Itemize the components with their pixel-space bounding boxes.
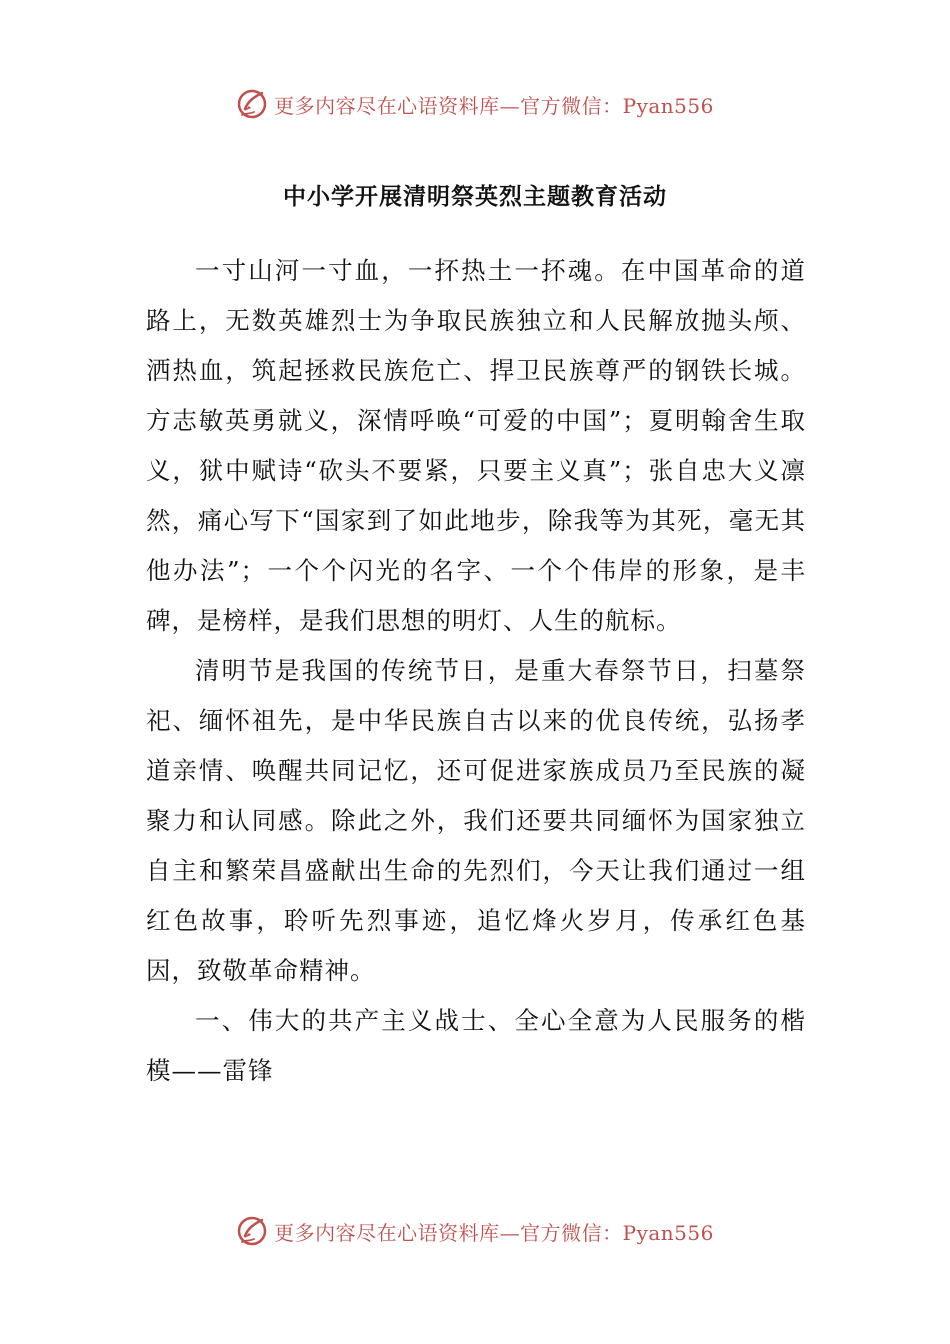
paragraph-intro: 一寸山河一寸血，一抔热土一抔魂。在中国革命的道路上，无数英雄烈士为争取民族独立和人民解放抛头颅、洒热血，筑起拯救民族危亡、捍卫民族尊严的钢铁长城。方志敏英勇就义，深情呼唤“可爱的中国”；夏明翰舍生取义，狱中赋诗“砍头不要紧，只要主义真”；张自忠大义凛然，痛心写下“国家到了如此地步，除我等为其死，毫无其他办法”；一个个闪光的名字、一个个伟岸的形象，是丰碑，是榜样，是我们思想的明灯、人生的航标。 (146, 256, 806, 635)
header-banner-text: 更多内容尽在心语资料库—官方微信：Pyan556 (274, 93, 714, 118)
footer-banner (0, 1211, 950, 1251)
document-title: 中小学开展清明祭英烈主题教育活动 (283, 184, 667, 210)
footer-banner-text: 更多内容尽在心语资料库—官方微信：Pyan556 (274, 1220, 714, 1245)
header-banner (0, 84, 950, 124)
pen-seal-icon (236, 1214, 270, 1248)
pen-seal-icon (236, 87, 270, 121)
paragraph-qingming: 清明节是我国的传统节日，是重大春祭节日，扫墓祭祀、缅怀祖先，是中华民族自古以来的优良传统，弘扬孝道亲情、唤醒共同记忆，还可促进家族成员乃至民族的凝聚力和认同感。除此之外，我们还要共同缅怀为国家独立自主和繁荣昌盛献出生命的先烈们，今天让我们通过一组红色故事，聆听先烈事迹，追忆烽火岁月，传承红色基因，致敬革命精神。 (146, 656, 806, 985)
document-body (146, 246, 806, 1096)
section-heading-leifeng: 一、伟大的共产主义战士、全心全意为人民服务的楷模——雷锋 (146, 1006, 806, 1085)
